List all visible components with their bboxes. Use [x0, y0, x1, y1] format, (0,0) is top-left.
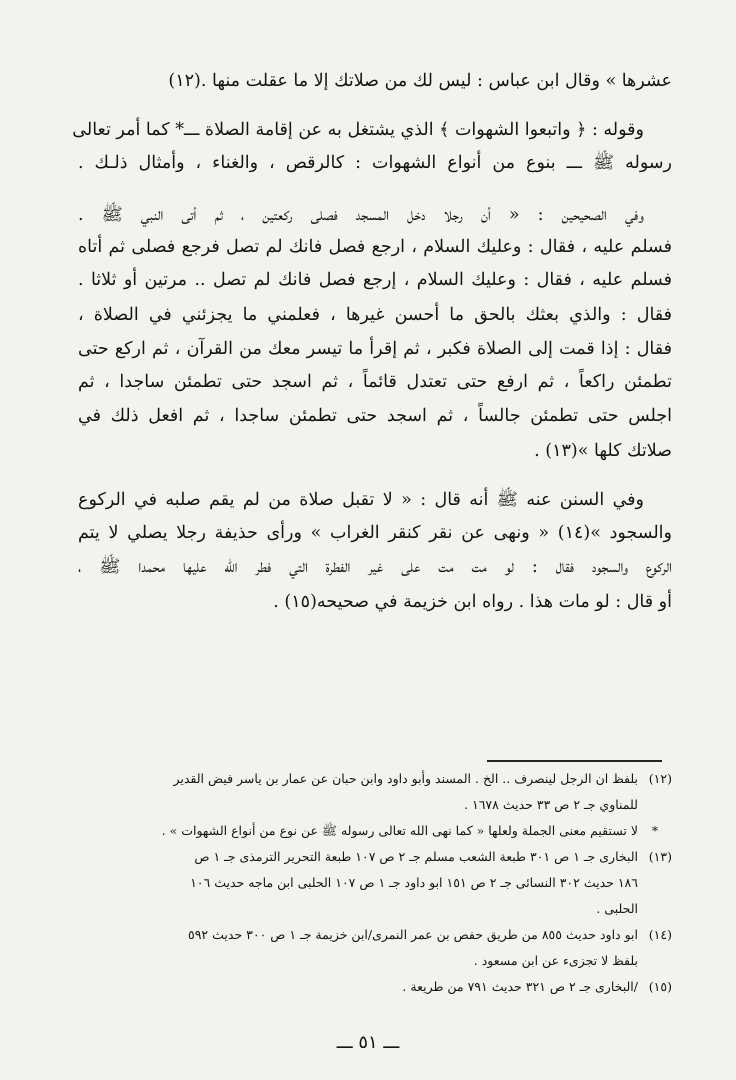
footnote-line — [72, 792, 672, 818]
footnote-line — [72, 896, 672, 922]
text-line: وفي السنن عنه ﷺ أنه قال : « لا تقبل صلاة من لم يقم صلبه في الركوع — [78, 490, 644, 510]
text-line: وقوله : ﴿ واتبعوا الشهوات ﴾ الذي يشتغل به عن إقامة الصلاة ـــ* كما أمر تعالى — [72, 120, 644, 140]
footnote-text: لا تستقيم معنى الجملة ولعلها « كما نهى الله تعالى رسوله ﷺ عن نوع من أنواع الشهوات » . — [161, 823, 638, 838]
text-line: فقال : والذي بعثك بالحق ما أحسن غيرها ، فعلمني ما يجزئني في الصلاة ، — [78, 305, 672, 325]
footnote-text: الحلبى . — [596, 901, 638, 916]
footnote-marker: (١٢) — [648, 771, 672, 786]
text-line: صلاتك كلها »(١٣) . — [534, 441, 672, 461]
footnote-marker: (١٣) — [648, 849, 672, 864]
text-line: عشرها » وقال ابن عباس : ليس لك من صلاتك إلا ما عقلت منها .(١٢) — [168, 71, 672, 91]
footnote-line — [72, 948, 672, 974]
footnote-text: ١٨٦ حديث ٣٠٢ النسائى جـ ٢ ص ١٥١ ابو داود جـ ١ ص ١٠٧ الحلبى ابن ماجه حديث ١٠٦ — [190, 875, 638, 890]
footnote-line — [72, 870, 672, 896]
footnote-text: بلفظ لا تجزىء عن ابن مسعود . — [473, 953, 638, 968]
footnote-line — [72, 844, 672, 870]
text-line: تطمئن راكعاً ، ثم ارفع حتى تعتدل قائماً ، ثم اسجد حتى تطمئن ساجدا ، ثم — [78, 372, 672, 392]
text-line: أو قال : لو مات هذا . رواه ابن خزيمة في صحيحه(١٥) . — [273, 592, 672, 612]
footnote-text: ابو داود حديث ٨٥٥ من طريق حفص بن عمر النمرى/ابن خزيمة جـ ١ ص ٣٠٠ حديث ٥٩٢ — [188, 927, 638, 942]
text-line: فسلم عليه ، فقال : وعليك السلام ، ارجع فصل فانك لم تصل فرجع فصلى ثم أتاه — [78, 237, 672, 257]
text-line: رسوله ﷺ ـــ بنوع من أنواع الشهوات : كالرقص ، والغناء ، وأمثال ذلـك . — [78, 153, 672, 173]
footnote-text: للمناوي جـ ٢ ص ٣٣ حديث ١٦٧٨ . — [464, 797, 638, 812]
footnote-text: البخارى جـ ١ ص ٣٠١ طبعة الشعب مسلم جـ ٢ ص ١٠٧ طبعة التحرير الترمذى جـ ١ ص — [194, 849, 638, 864]
footnote-text: /البخارى جـ ٢ ص ٣٢١ حديث ٧٩١ من طريعة . — [402, 979, 638, 994]
footnote-line — [72, 818, 672, 844]
text-line: والسجود »(١٤) « ونهى عن نقر كنقر الغراب » ورأى حذيفة رجلا يصلي لا يتم — [78, 523, 672, 543]
footnote-text: بلفظ ان الرجل لينصرف .. الخ . المسند وأبو داود وابن حبان عن عمار بن ياسر فيض القدير — [173, 771, 638, 786]
page-number: ـــ ٥١ ـــ — [336, 1032, 400, 1053]
footnote-line — [72, 974, 672, 1000]
footnote-marker: (١٥) — [648, 979, 672, 994]
footnote-marker: (١٤) — [648, 927, 672, 942]
footnote-marker: * — [651, 823, 659, 838]
footnote-line — [72, 766, 672, 792]
text-line: الركوع والسجود فقال : لو مت مت على غير الفطرة التي فطر الله عليها محمدا ﷺ ، — [78, 557, 672, 577]
text-line: اجلس حتى تطمئن جالساً ، ثم اسجد حتى تطمئن ساجدا ، ثم افعل ذلك في — [78, 406, 672, 426]
text-line: فقال : إذا قمت إلى الصلاة فكبر ، ثم إقرأ ما تيسر معك من القرآن ، ثم اركع حتى — [78, 339, 672, 359]
text-line: وفي الصحيحين : « أن رجلا دخل المسجد فصلى ركعتين ، ثم أتى النبي ﷺ . — [78, 205, 644, 225]
footnote-line — [72, 922, 672, 948]
footnote-separator — [487, 760, 662, 762]
text-line: فسلم عليه ، فقال : وعليك السلام ، إرجع فصل فانك لم تصل .. مرتين أو ثلاثا . — [78, 270, 672, 290]
